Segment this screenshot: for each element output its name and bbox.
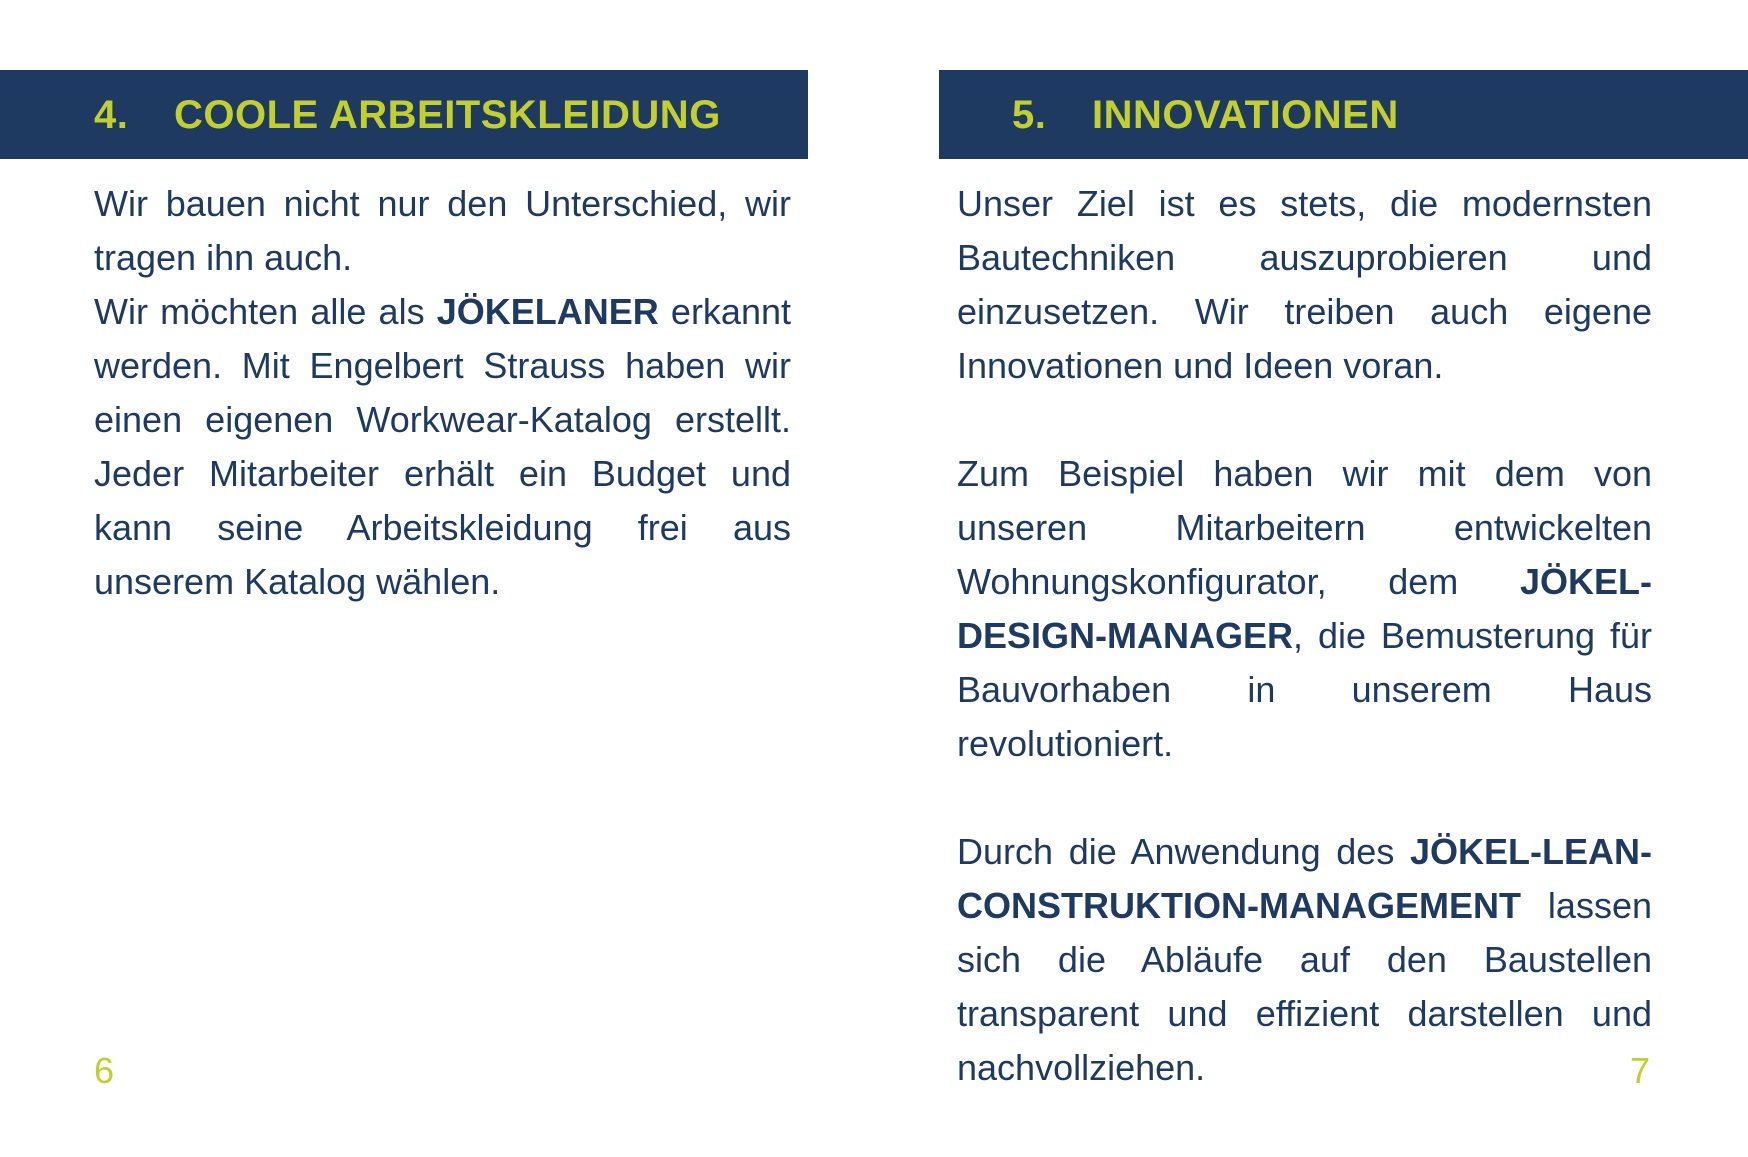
section-title: COOLE ARBEITSKLEIDUNG <box>174 92 721 137</box>
bold-term: JÖKEL-LEAN-CONSTRUKTION-MANAGEMENT <box>957 831 1652 926</box>
section-number: 4. <box>94 92 129 137</box>
paragraph <box>957 447 1652 771</box>
left-column-text <box>94 177 791 609</box>
page-number-right: 7 <box>1630 1050 1651 1091</box>
section-title: INNOVATIONEN <box>1092 92 1399 137</box>
text-run: Wir möchten alle als <box>94 291 437 332</box>
paragraph <box>957 825 1652 1095</box>
text-run: erkannt werden. Mit Engelbert Strauss haben wir einen eigenen Workwear-Katalog erstellt. Jeder Mitarbeiter erhält ein Budget und kann seine Arbeitskleidung frei aus unserem Katalog wählen. <box>94 291 791 602</box>
bold-term: JÖKEL-DESIGN-MANAGER <box>957 561 1652 656</box>
paragraph <box>94 285 791 609</box>
paragraph: Wir bauen nicht nur den Unterschied, wir tragen ihn auch. <box>94 183 791 278</box>
text-run: lassen sich die Abläufe auf den Baustellen transparent und effizient darstellen und nachvollziehen. <box>957 885 1652 1088</box>
section-number: 5. <box>1012 92 1047 137</box>
bold-term: JÖKELANER <box>436 291 659 332</box>
text-run: , die Bemusterung für Bauvorhaben in unserem Haus revolutioniert. <box>957 615 1652 764</box>
text-run: Durch die Anwendung des <box>957 831 1410 872</box>
section-header-innovations <box>939 70 1748 159</box>
text-run: Zum Beispiel haben wir mit dem von unseren Mitarbeitern entwickelten Wohnungskonfigurator, dem <box>957 453 1652 602</box>
paragraph: Unser Ziel ist es stets, die modernsten Bautechniken auszuprobieren und einzusetzen. Wir treiben auch eigene Innovationen und Ideen voran. <box>957 183 1652 386</box>
section-header-cool-workwear <box>0 70 808 159</box>
right-column-text <box>957 177 1652 1095</box>
page-number-left: 6 <box>94 1050 115 1091</box>
